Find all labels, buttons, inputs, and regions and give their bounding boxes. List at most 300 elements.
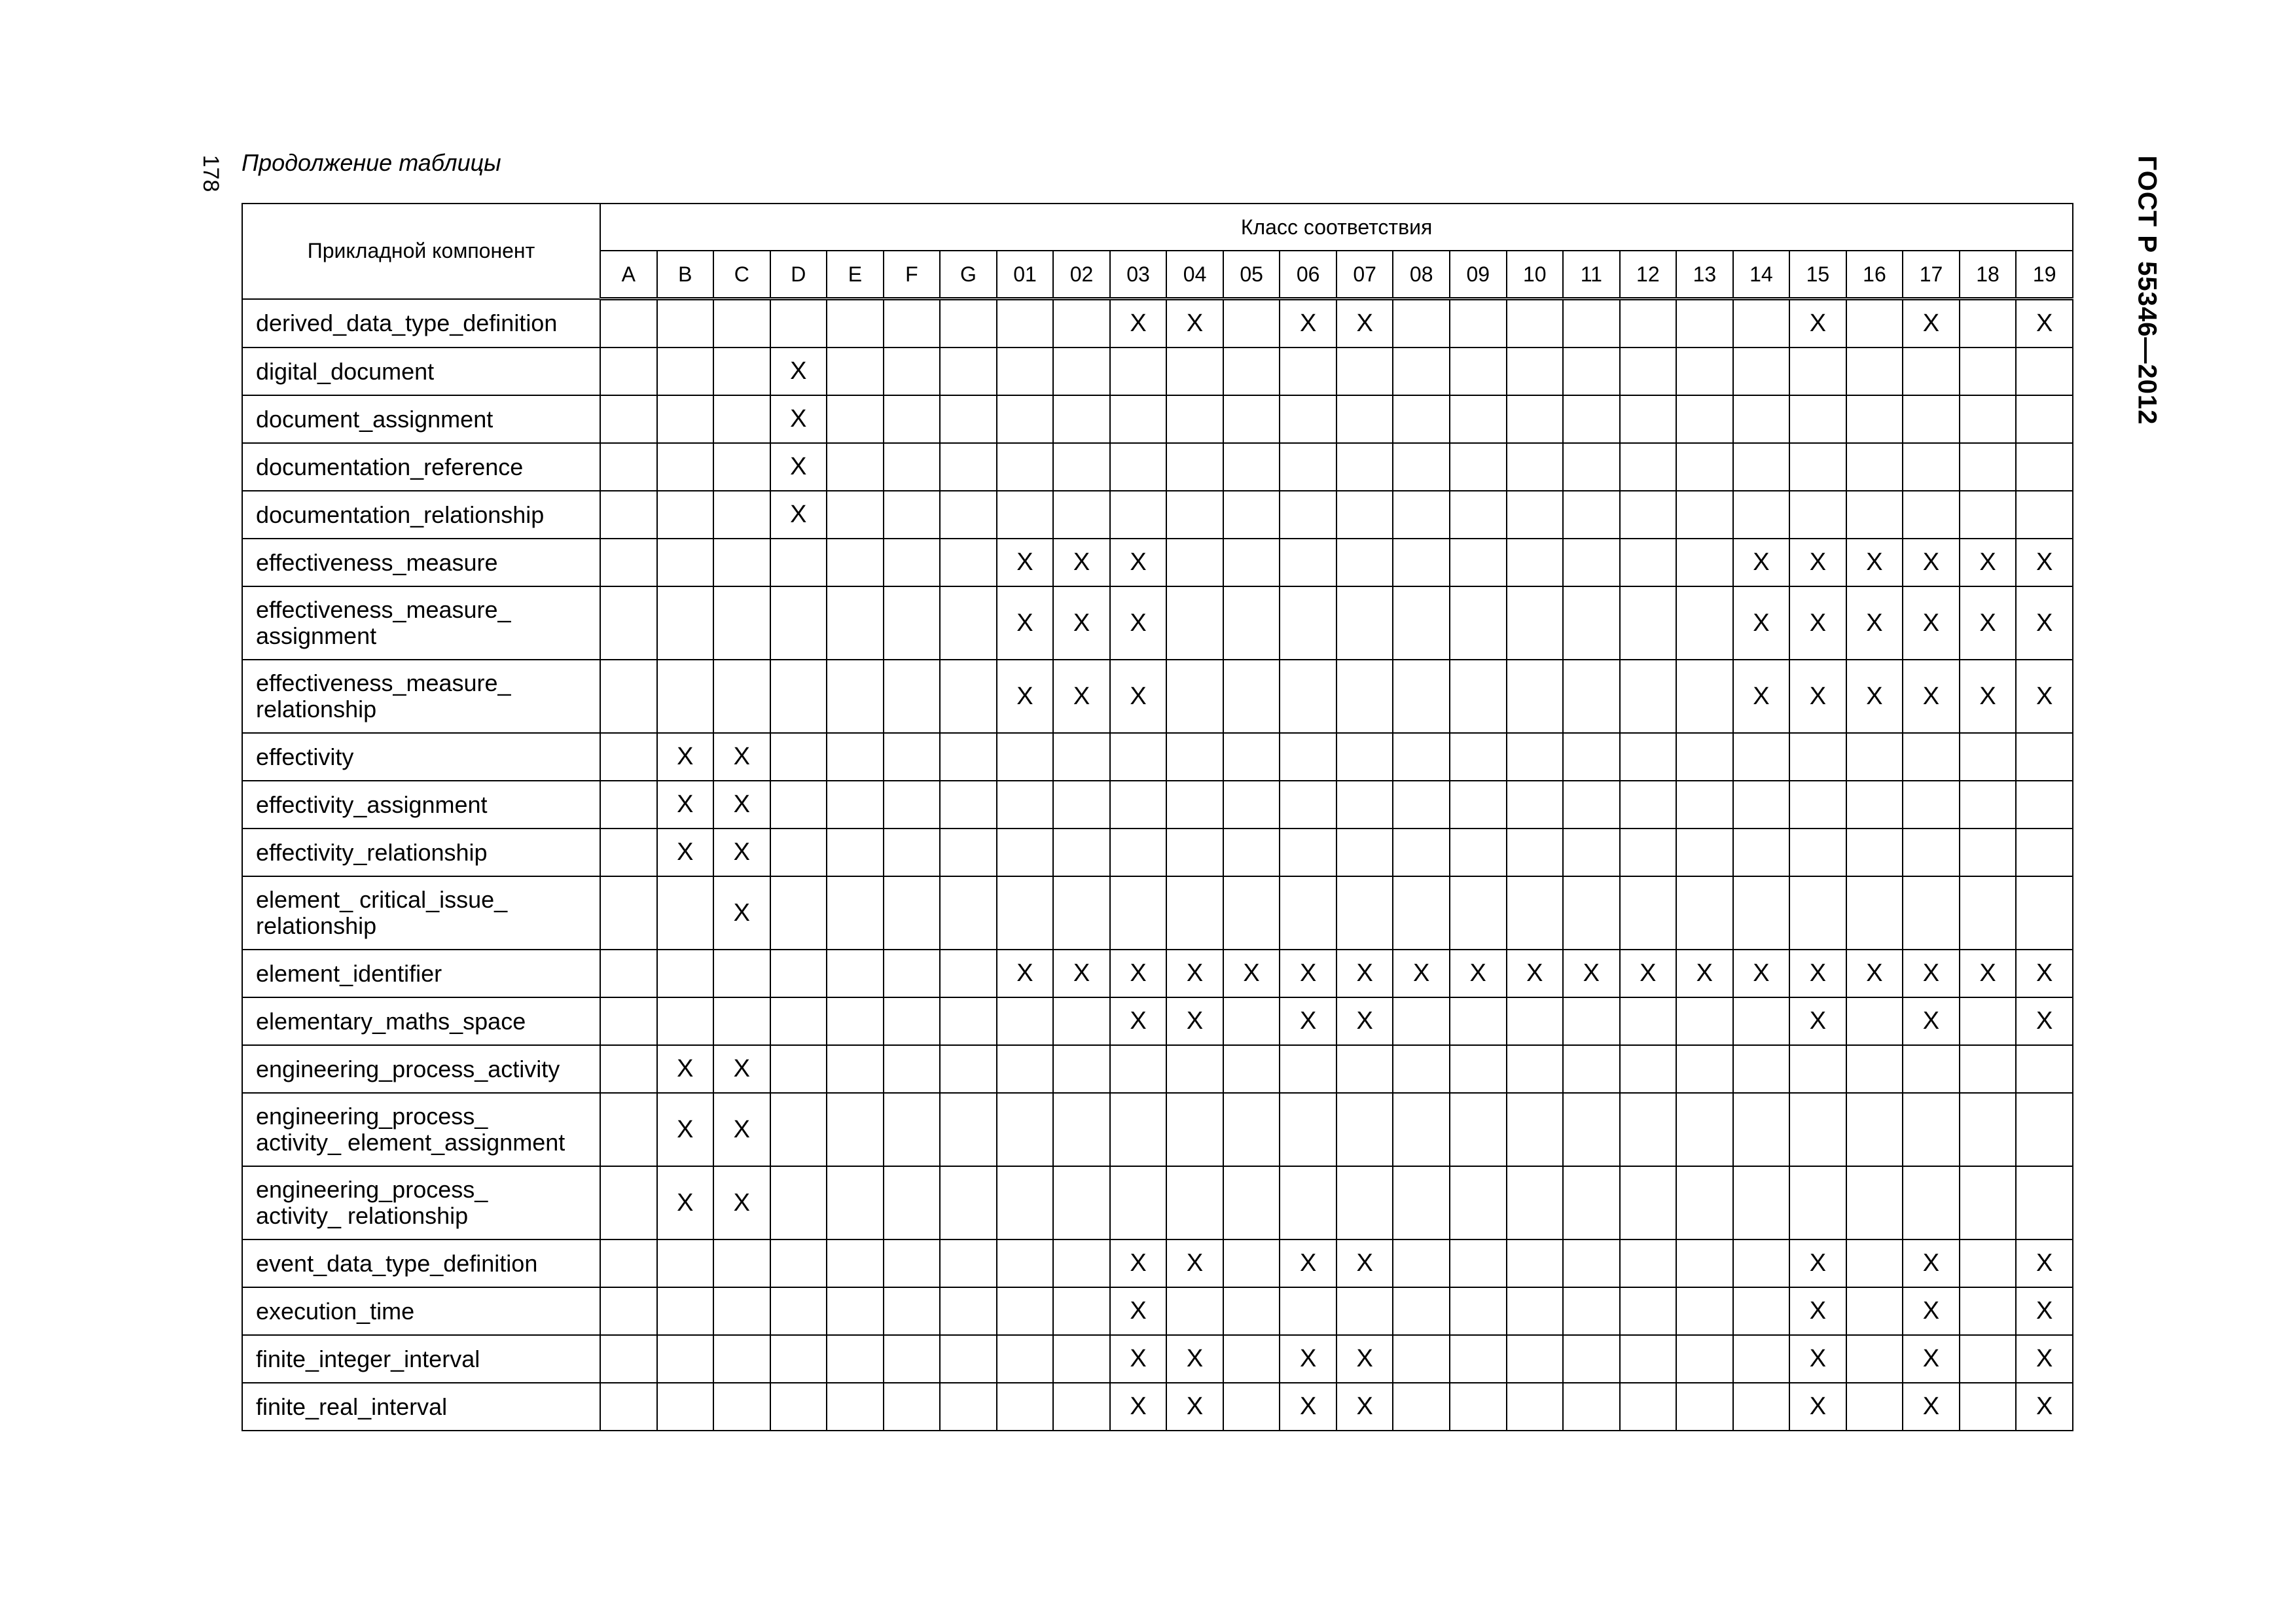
class-cell	[997, 781, 1054, 829]
class-cell	[827, 443, 884, 491]
class-cell	[713, 1335, 770, 1383]
conformance-mark: X	[1016, 609, 1033, 637]
conformance-mark: X	[733, 791, 750, 818]
class-cell	[1903, 539, 1960, 586]
class-cell	[1223, 781, 1280, 829]
class-cell	[1507, 733, 1564, 781]
conformance-mark: X	[1299, 959, 1317, 987]
class-cell	[1563, 586, 1620, 660]
class-cell	[1620, 586, 1677, 660]
table-row	[242, 997, 2073, 1045]
class-cell	[657, 1093, 714, 1166]
class-cell	[1393, 1383, 1450, 1431]
class-cell	[2016, 1093, 2073, 1166]
class-cell	[1166, 299, 1223, 348]
class-cell	[600, 491, 657, 539]
class-cell	[713, 491, 770, 539]
conformance-mark: X	[1469, 959, 1486, 987]
class-cell	[1789, 1383, 1846, 1431]
class-cell	[1166, 781, 1223, 829]
class-cell	[1733, 491, 1790, 539]
class-cell	[1789, 997, 1846, 1045]
class-cell	[997, 1287, 1054, 1335]
class-cell	[1110, 299, 1167, 348]
class-cell	[657, 395, 714, 443]
class-cell	[1336, 586, 1393, 660]
class-cell	[1053, 348, 1110, 395]
class-cell	[1676, 491, 1733, 539]
class-cell	[884, 539, 941, 586]
class-cell	[1676, 1240, 1733, 1287]
class-cell	[940, 299, 997, 348]
class-cell	[1733, 1335, 1790, 1383]
class-cell	[1960, 539, 2017, 586]
class-cell	[1789, 1093, 1846, 1166]
class-cell	[1450, 1287, 1507, 1335]
class-cell	[1563, 1240, 1620, 1287]
class-cell	[2016, 1045, 2073, 1093]
class-cell	[1846, 491, 1903, 539]
class-cell	[1393, 1166, 1450, 1240]
conformance-mark: X	[733, 743, 750, 770]
conformance-mark: X	[2036, 1297, 2053, 1325]
class-cell	[1053, 1287, 1110, 1335]
class-cell	[770, 1383, 827, 1431]
class-cell	[713, 733, 770, 781]
conformance-mark: X	[2036, 1007, 2053, 1035]
class-cell	[1110, 491, 1167, 539]
conformance-mark: X	[677, 1115, 694, 1143]
class-cell	[827, 733, 884, 781]
class-cell	[827, 1335, 884, 1383]
conformance-mark: X	[1356, 1007, 1373, 1035]
conformance-mark: X	[790, 357, 807, 385]
class-cell	[997, 1045, 1054, 1093]
class-cell	[884, 1166, 941, 1240]
class-cell	[1507, 443, 1564, 491]
class-cell	[1563, 829, 1620, 876]
class-cell	[1223, 829, 1280, 876]
class-cell	[1450, 491, 1507, 539]
class-cell	[657, 1045, 714, 1093]
class-cell	[827, 950, 884, 997]
class-cell	[2016, 876, 2073, 950]
class-cell	[827, 1045, 884, 1093]
conformance-mark: X	[1299, 1007, 1317, 1035]
class-cell	[1620, 1045, 1677, 1093]
class-cell	[1450, 1093, 1507, 1166]
conformance-mark: X	[1922, 310, 1940, 337]
conformance-mark: X	[1809, 1345, 1827, 1372]
class-cell	[1620, 781, 1677, 829]
class-cell	[1620, 539, 1677, 586]
class-code-header: A	[600, 251, 657, 299]
class-cell	[1450, 950, 1507, 997]
conformance-mark: X	[1753, 682, 1770, 710]
class-cell	[1960, 491, 2017, 539]
class-cell	[1507, 660, 1564, 733]
conformance-mark: X	[2036, 609, 2053, 637]
component-name: derived_data_type_definition	[242, 299, 600, 348]
class-cell	[1166, 539, 1223, 586]
conformance-mark: X	[1979, 682, 1996, 710]
class-cell	[1507, 1166, 1564, 1240]
class-cell	[1620, 1240, 1677, 1287]
conformance-mark: X	[1073, 609, 1090, 637]
class-cell	[1280, 1045, 1336, 1093]
conformance-mark: X	[1356, 1249, 1373, 1277]
class-cell	[940, 660, 997, 733]
class-cell	[940, 1240, 997, 1287]
page-number: 178	[198, 154, 223, 192]
class-cell	[1166, 829, 1223, 876]
component-name: documentation_reference	[242, 443, 600, 491]
class-cell	[827, 1166, 884, 1240]
class-cell	[713, 781, 770, 829]
class-code-header: 19	[2016, 251, 2073, 299]
class-cell	[1960, 1240, 2017, 1287]
class-cell	[1166, 1045, 1223, 1093]
class-cell	[1110, 733, 1167, 781]
class-cell	[1846, 395, 1903, 443]
class-cell	[1676, 660, 1733, 733]
component-name: engineering_process_ activity_ relationship	[242, 1166, 600, 1240]
class-cell	[1110, 1166, 1167, 1240]
class-cell	[1903, 1166, 1960, 1240]
class-cell	[1620, 395, 1677, 443]
class-cell	[1110, 1240, 1167, 1287]
class-cell	[940, 1383, 997, 1431]
class-cell	[1960, 1383, 2017, 1431]
class-cell	[1223, 395, 1280, 443]
class-cell	[1620, 299, 1677, 348]
class-cell	[1789, 348, 1846, 395]
class-cell	[1676, 1045, 1733, 1093]
table-row	[242, 299, 2073, 348]
class-cell	[770, 997, 827, 1045]
class-cell	[1223, 1335, 1280, 1383]
class-cell	[1450, 1383, 1507, 1431]
conformance-mark: X	[733, 838, 750, 866]
class-cell	[1336, 348, 1393, 395]
class-cell	[1110, 1383, 1167, 1431]
conformance-mark: X	[1922, 609, 1940, 637]
class-cell	[1280, 348, 1336, 395]
class-cell	[1336, 1045, 1393, 1093]
class-cell	[1053, 539, 1110, 586]
class-code-header: 13	[1676, 251, 1733, 299]
class-cell	[997, 1166, 1054, 1240]
class-cell	[1223, 586, 1280, 660]
conformance-mark: X	[1809, 609, 1827, 637]
class-cell	[1563, 1335, 1620, 1383]
conformance-mark: X	[790, 501, 807, 528]
table-row	[242, 1240, 2073, 1287]
class-cell	[1223, 950, 1280, 997]
class-cell	[1903, 1383, 1960, 1431]
class-cell	[1053, 1166, 1110, 1240]
class-cell	[1846, 1093, 1903, 1166]
class-cell	[1393, 1287, 1450, 1335]
class-cell	[1733, 1093, 1790, 1166]
conformance-mark: X	[1809, 1393, 1827, 1420]
class-cell	[600, 1287, 657, 1335]
conformance-mark: X	[1130, 609, 1147, 637]
class-cell	[1903, 299, 1960, 348]
class-cell	[1960, 395, 2017, 443]
class-cell	[1789, 586, 1846, 660]
class-cell	[657, 829, 714, 876]
class-cell	[1903, 660, 1960, 733]
class-cell	[1393, 950, 1450, 997]
class-cell	[1450, 1240, 1507, 1287]
class-cell	[1166, 1287, 1223, 1335]
class-code-header: 17	[1903, 251, 1960, 299]
class-cell	[1393, 1335, 1450, 1383]
table-row	[242, 539, 2073, 586]
class-cell	[1053, 1093, 1110, 1166]
class-cell	[1110, 395, 1167, 443]
class-cell	[1733, 1166, 1790, 1240]
class-cell	[1733, 660, 1790, 733]
class-cell	[884, 660, 941, 733]
class-cell	[1620, 950, 1677, 997]
class-cell	[1789, 733, 1846, 781]
class-cell	[827, 660, 884, 733]
class-cell	[713, 1240, 770, 1287]
class-cell	[1336, 443, 1393, 491]
class-cell	[713, 1045, 770, 1093]
class-cell	[1960, 1045, 2017, 1093]
class-cell	[827, 1287, 884, 1335]
conformance-mark: X	[1130, 310, 1147, 337]
class-cell	[1563, 1093, 1620, 1166]
class-cell	[770, 781, 827, 829]
class-cell	[1110, 1287, 1167, 1335]
class-cell	[884, 997, 941, 1045]
class-cell	[2016, 1383, 2073, 1431]
conformance-mark: X	[1130, 959, 1147, 987]
conformance-mark: X	[1866, 548, 1883, 576]
class-cell	[657, 1383, 714, 1431]
class-cell	[1280, 491, 1336, 539]
class-cell	[997, 443, 1054, 491]
class-cell	[1676, 1166, 1733, 1240]
class-cell	[1110, 1093, 1167, 1166]
class-cell	[2016, 997, 2073, 1045]
class-cell	[713, 1166, 770, 1240]
class-cell	[884, 348, 941, 395]
class-cell	[1960, 1093, 2017, 1166]
conformance-mark: X	[733, 1188, 750, 1217]
class-cell	[1960, 1166, 2017, 1240]
class-cell	[1280, 781, 1336, 829]
class-cell	[1450, 539, 1507, 586]
class-cell	[940, 539, 997, 586]
class-cell	[1676, 876, 1733, 950]
class-cell	[997, 395, 1054, 443]
class-cell	[1676, 950, 1733, 997]
class-cell	[1450, 348, 1507, 395]
class-cell	[1223, 660, 1280, 733]
class-cell	[1507, 299, 1564, 348]
table-row	[242, 491, 2073, 539]
class-cell	[1166, 950, 1223, 997]
class-cell	[1507, 1240, 1564, 1287]
class-cell	[657, 491, 714, 539]
class-cell	[1336, 299, 1393, 348]
class-cell	[600, 997, 657, 1045]
class-cell	[1166, 660, 1223, 733]
class-cell	[1393, 348, 1450, 395]
class-cell	[1563, 348, 1620, 395]
class-cell	[1903, 829, 1960, 876]
class-cell	[1903, 997, 1960, 1045]
class-cell	[1223, 443, 1280, 491]
class-cell	[713, 950, 770, 997]
class-cell	[1393, 586, 1450, 660]
class-cell	[657, 299, 714, 348]
class-code-header: D	[770, 251, 827, 299]
class-cell	[1846, 1240, 1903, 1287]
class-cell	[1053, 586, 1110, 660]
conformance-mark: X	[1809, 310, 1827, 337]
class-cell	[600, 539, 657, 586]
class-cell	[1789, 829, 1846, 876]
class-code-header: 15	[1789, 251, 1846, 299]
class-cell	[1733, 829, 1790, 876]
class-cell	[600, 829, 657, 876]
class-cell	[1789, 1045, 1846, 1093]
component-name: digital_document	[242, 348, 600, 395]
conformance-mark: X	[1016, 959, 1033, 987]
class-cell	[713, 1383, 770, 1431]
class-cell	[1110, 443, 1167, 491]
conformance-mark: X	[1696, 959, 1713, 987]
class-cell	[1280, 443, 1336, 491]
class-cell	[1507, 876, 1564, 950]
class-cell	[1903, 781, 1960, 829]
class-cell	[1280, 1335, 1336, 1383]
class-cell	[1903, 586, 1960, 660]
class-cell	[2016, 950, 2073, 997]
class-cell	[827, 539, 884, 586]
class-cell	[827, 348, 884, 395]
class-cell	[657, 1335, 714, 1383]
class-cell	[827, 395, 884, 443]
class-cell	[1846, 443, 1903, 491]
class-cell	[1053, 1240, 1110, 1287]
conformance-mark: X	[1130, 1345, 1147, 1372]
class-cell	[997, 539, 1054, 586]
conformance-mark: X	[1299, 1393, 1317, 1420]
class-cell	[1733, 733, 1790, 781]
class-cell	[1336, 1093, 1393, 1166]
class-cell	[1450, 443, 1507, 491]
class-code-header: 12	[1620, 251, 1677, 299]
class-cell	[1223, 1287, 1280, 1335]
class-cell	[1223, 1093, 1280, 1166]
class-cell	[884, 1287, 941, 1335]
class-cell	[713, 539, 770, 586]
class-cell	[1053, 395, 1110, 443]
class-cell	[770, 733, 827, 781]
class-cell	[1450, 660, 1507, 733]
document-code-text: ГОСТ Р 55346—2012	[2132, 155, 2162, 425]
class-cell	[1450, 586, 1507, 660]
class-cell	[1846, 1335, 1903, 1383]
class-cell	[770, 829, 827, 876]
class-cell	[1903, 733, 1960, 781]
component-name: finite_integer_interval	[242, 1335, 600, 1383]
class-code-header: 09	[1450, 251, 1507, 299]
class-cell	[1393, 491, 1450, 539]
conformance-mark: X	[1866, 682, 1883, 710]
class-cell	[1960, 950, 2017, 997]
class-cell	[1563, 876, 1620, 950]
class-cell	[1166, 1166, 1223, 1240]
class-cell	[827, 781, 884, 829]
class-code-header: 18	[1960, 251, 2017, 299]
conformance-mark: X	[1753, 548, 1770, 576]
class-cell	[1676, 733, 1733, 781]
component-name: effectivity_relationship	[242, 829, 600, 876]
class-cell	[1450, 1335, 1507, 1383]
class-cell	[2016, 586, 2073, 660]
class-cell	[827, 876, 884, 950]
class-cell	[1280, 299, 1336, 348]
class-cell	[1280, 997, 1336, 1045]
class-cell	[600, 348, 657, 395]
class-cell	[1789, 781, 1846, 829]
class-cell	[1450, 876, 1507, 950]
class-cell	[1676, 395, 1733, 443]
class-cell	[1110, 1045, 1167, 1093]
class-cell	[827, 997, 884, 1045]
class-cell	[1676, 539, 1733, 586]
class-cell	[1789, 1287, 1846, 1335]
conformance-mark: X	[1922, 682, 1940, 710]
conformance-mark: X	[1130, 548, 1147, 576]
conformance-mark: X	[2036, 682, 2053, 710]
class-cell	[1280, 1240, 1336, 1287]
class-cell	[1110, 586, 1167, 660]
component-name: finite_real_interval	[242, 1383, 600, 1431]
class-cell	[1846, 876, 1903, 950]
class-cell	[997, 586, 1054, 660]
conformance-mark: X	[1186, 959, 1204, 987]
class-cell	[713, 660, 770, 733]
class-cell	[1563, 997, 1620, 1045]
class-cell	[827, 1240, 884, 1287]
class-cell	[1903, 348, 1960, 395]
class-cell	[1507, 829, 1564, 876]
class-cell	[713, 1093, 770, 1166]
class-code-header: 14	[1733, 251, 1790, 299]
class-cell	[1166, 1383, 1223, 1431]
class-cell	[1563, 660, 1620, 733]
class-cell	[940, 348, 997, 395]
class-cell	[770, 586, 827, 660]
class-cell	[1393, 997, 1450, 1045]
class-cell	[1110, 950, 1167, 997]
class-cell	[600, 586, 657, 660]
class-cell	[940, 491, 997, 539]
conformance-mark: X	[1186, 1007, 1204, 1035]
class-cell	[1393, 660, 1450, 733]
class-cell	[1733, 997, 1790, 1045]
class-cell	[997, 348, 1054, 395]
